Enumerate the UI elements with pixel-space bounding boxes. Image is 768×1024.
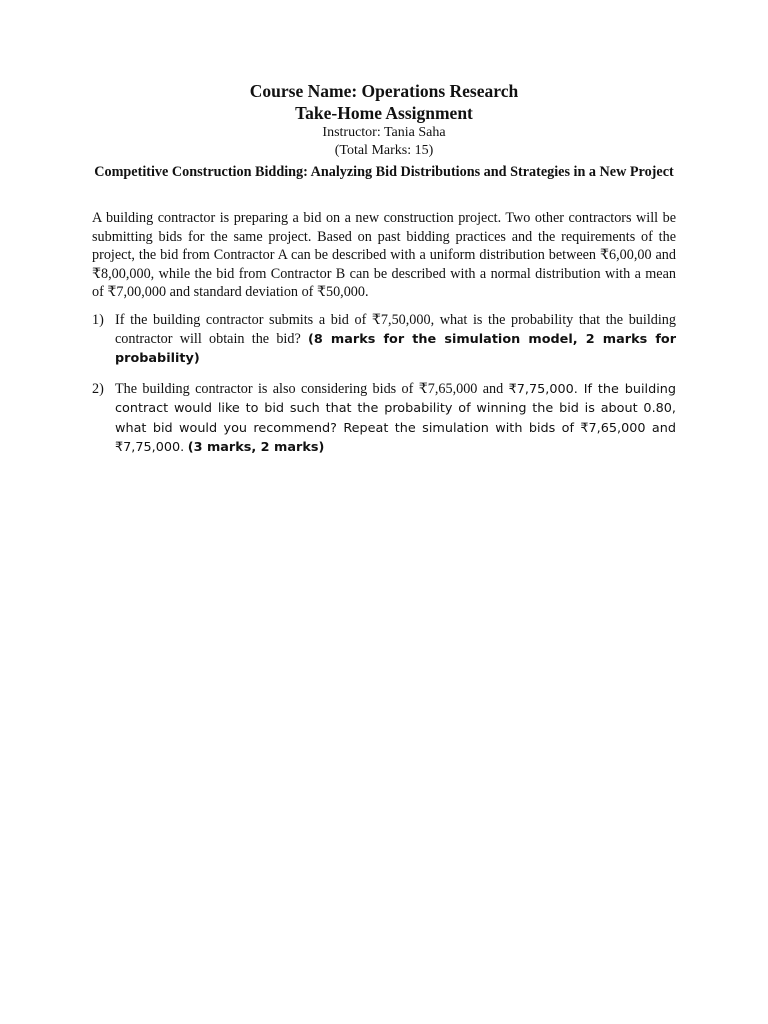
question-marks: (8 marks for the simulation model, 2 marks for probability) <box>115 331 677 366</box>
assignment-type: Take-Home Assignment <box>295 103 473 123</box>
question-text: The building contractor is also considering bids of ₹7,65,000 and <box>115 380 504 397</box>
instructor-name: Instructor: Tania Saha <box>322 125 446 140</box>
question-number: 1) <box>92 312 104 328</box>
intro-paragraph: A building contractor is preparing a bid on a new construction project. Two other contractors will be submitting bids for the same project. Based on past bidding practices and the requirements of the project, the bid from Contractor A can be described with a uniform distribution between ₹6,00,00 and ₹8,00,000, while the bid from Contractor B can be described with a normal distribution with a mean of ₹7,00,000 and standard deviation of ₹50,000. <box>92 210 676 300</box>
document-title: Competitive Construction Bidding: Analyzing Bid Distributions and Strategies in a New Project <box>94 164 674 180</box>
question-list <box>92 311 676 458</box>
question-marks: (3 marks, 2 marks) <box>187 440 325 455</box>
question-2 <box>92 380 676 458</box>
question-text-continued: ₹7,75,000. If the building contract would like to bid such that the probability of winning the bid is about 0.80, what bid would you recommend? Repeat the simulation with bids of ₹7,65,000 and ₹7,75,000. <box>115 381 677 455</box>
document-header <box>0 80 768 160</box>
question-text: If the building contractor submits a bid of ₹7,50,000, what is the probability that the building contractor will obtain the bid? <box>115 312 676 347</box>
course-name: Course Name: Operations Research <box>249 81 519 101</box>
total-marks: (Total Marks: 15) <box>334 143 434 158</box>
question-number: 2) <box>92 380 104 397</box>
question-1 <box>92 311 676 369</box>
